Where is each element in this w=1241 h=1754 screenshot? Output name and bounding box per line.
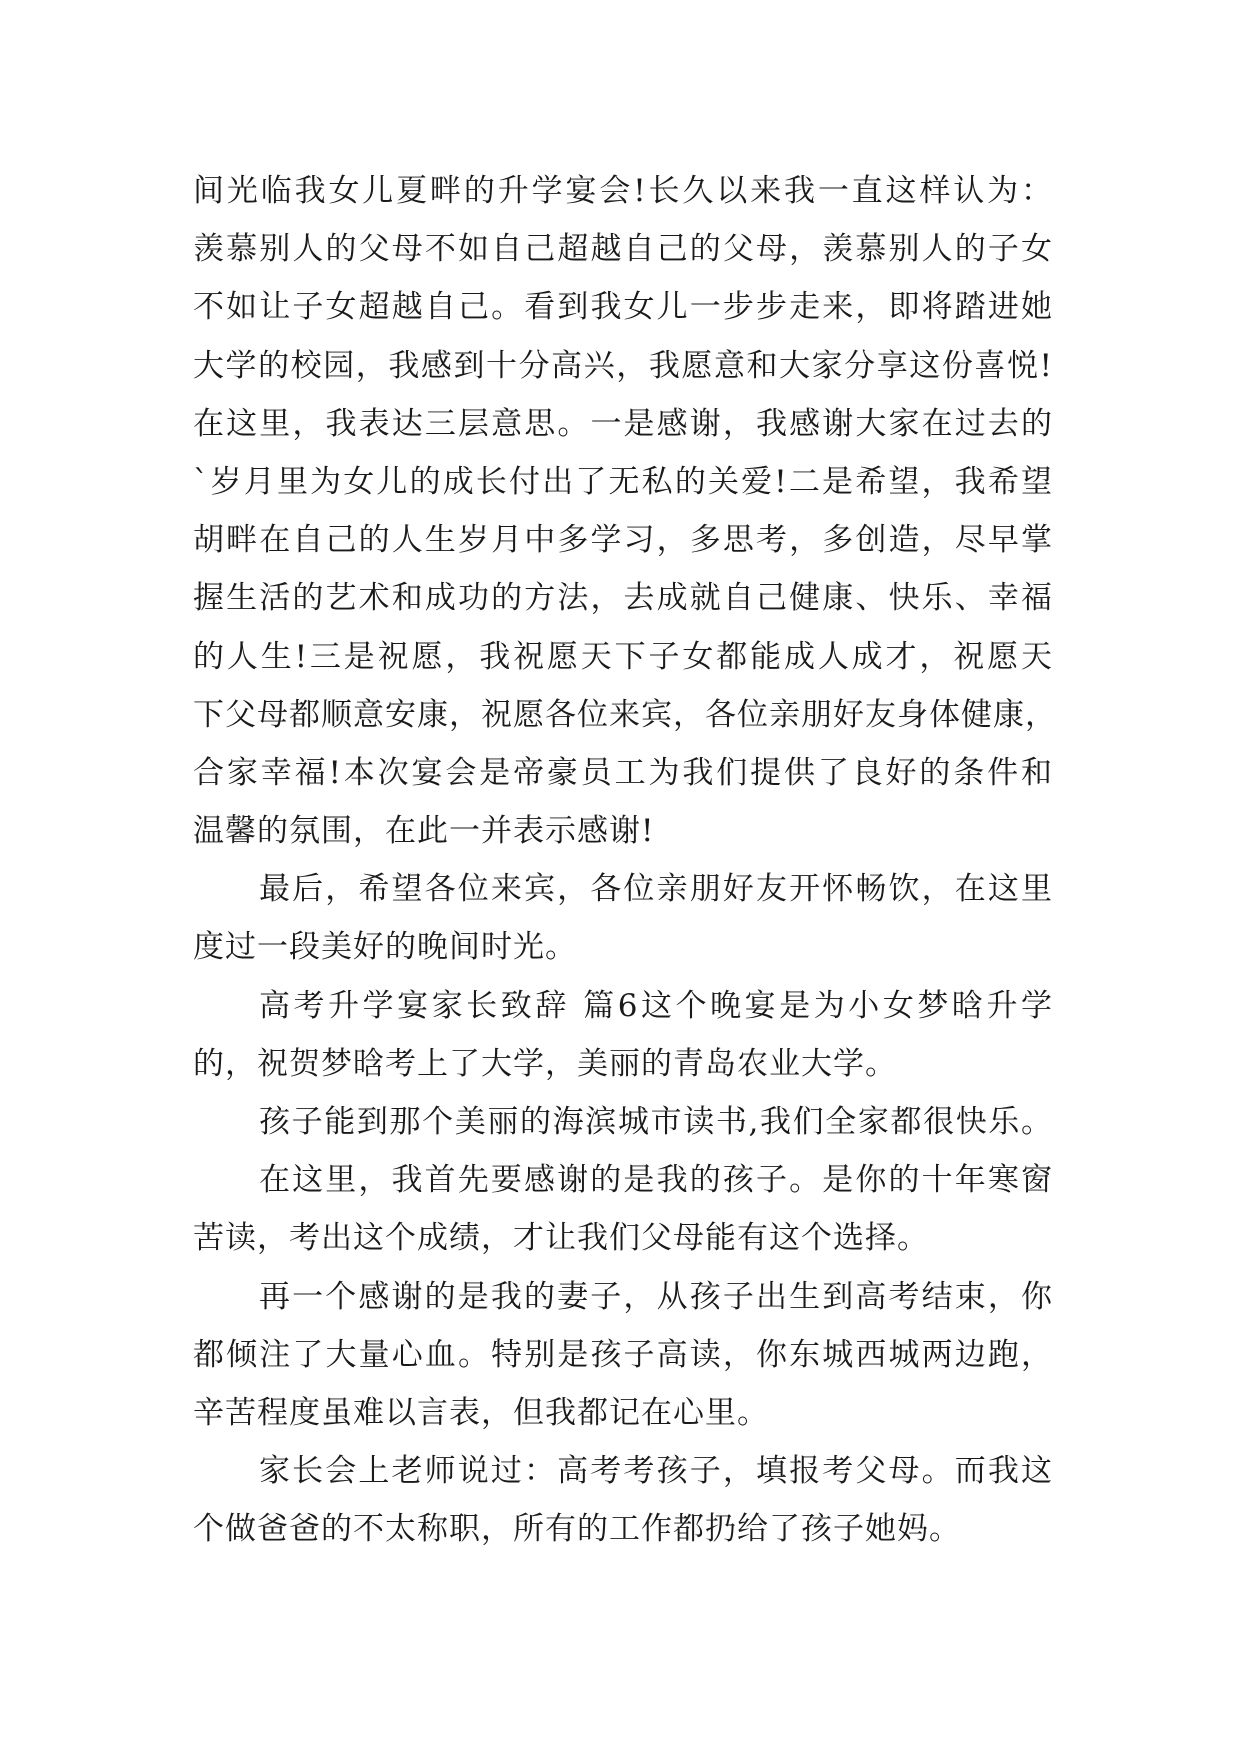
document-page [193, 162, 1057, 1559]
text-line: 在这里，我表达三层意思。一是感谢，我感谢大家在过去的 [193, 405, 1053, 442]
text-line: `岁月里为女儿的成长付出了无私的关爱!二是希望，我希望 [193, 463, 1053, 500]
text-line: 间光临我女儿夏畔的升学宴会!长久以来我一直这样认为： [193, 173, 1053, 209]
text-line: 个做爸爸的不太称职，所有的工作都扔给了孩子她妈。 [193, 1511, 961, 1548]
text-line: 握生活的艺术和成功的方法，去成就自己健康、快乐、幸福 [193, 580, 1053, 617]
text-line: 都倾注了大量心血。特别是孩子高读，你东城西城两边跑， [193, 1336, 1053, 1373]
text-line: 的，祝贺梦晗考上了大学，美丽的青岛农业大学。 [193, 1045, 897, 1082]
text-line: 羡慕别人的父母不如自己超越自己的父母，羡慕别人的子女 [193, 231, 1053, 268]
text-line: 家长会上老师说过：高考考孩子，填报考父母。而我这 [259, 1453, 1053, 1490]
text-line: 下父母都顺意安康，祝愿各位来宾，各位亲朋好友身体健康， [193, 696, 1057, 733]
text-line: 度过一段美好的晚间时光。 [193, 929, 577, 966]
text-line: 合家幸福!本次宴会是帝豪员工为我们提供了良好的条件和 [193, 754, 1053, 791]
text-line: 苦读，考出这个成绩，才让我们父母能有这个选择。 [193, 1220, 929, 1257]
text-line: 大学的校园，我感到十分高兴，我愿意和大家分享这份喜悦! [193, 347, 1053, 384]
text-line: 高考升学宴家长致辞 篇6这个晚宴是为小女梦晗升学 [259, 987, 1053, 1024]
text-line: 胡畔在自己的人生岁月中多学习，多思考，多创造，尽早掌 [193, 522, 1053, 559]
text-line: 孩子能到那个美丽的海滨城市读书,我们全家都很快乐。 [259, 1104, 1053, 1140]
text-line: 不如让子女超越自己。看到我女儿一步步走来，即将踏进她 [193, 289, 1053, 326]
text-line: 辛苦程度虽难以言表，但我都记在心里。 [193, 1394, 769, 1431]
text-line: 最后，希望各位来宾，各位亲朋好友开怀畅饮，在这里 [259, 871, 1053, 908]
text-line: 温馨的氛围，在此一并表示感谢! [193, 813, 655, 850]
text-line: 在这里，我首先要感谢的是我的孩子。是你的十年寒窗 [259, 1162, 1053, 1199]
text-line: 再一个感谢的是我的妻子，从孩子出生到高考结束，你 [259, 1278, 1053, 1315]
text-line: 的人生!三是祝愿，我祝愿天下子女都能成人成才，祝愿天 [193, 638, 1053, 675]
